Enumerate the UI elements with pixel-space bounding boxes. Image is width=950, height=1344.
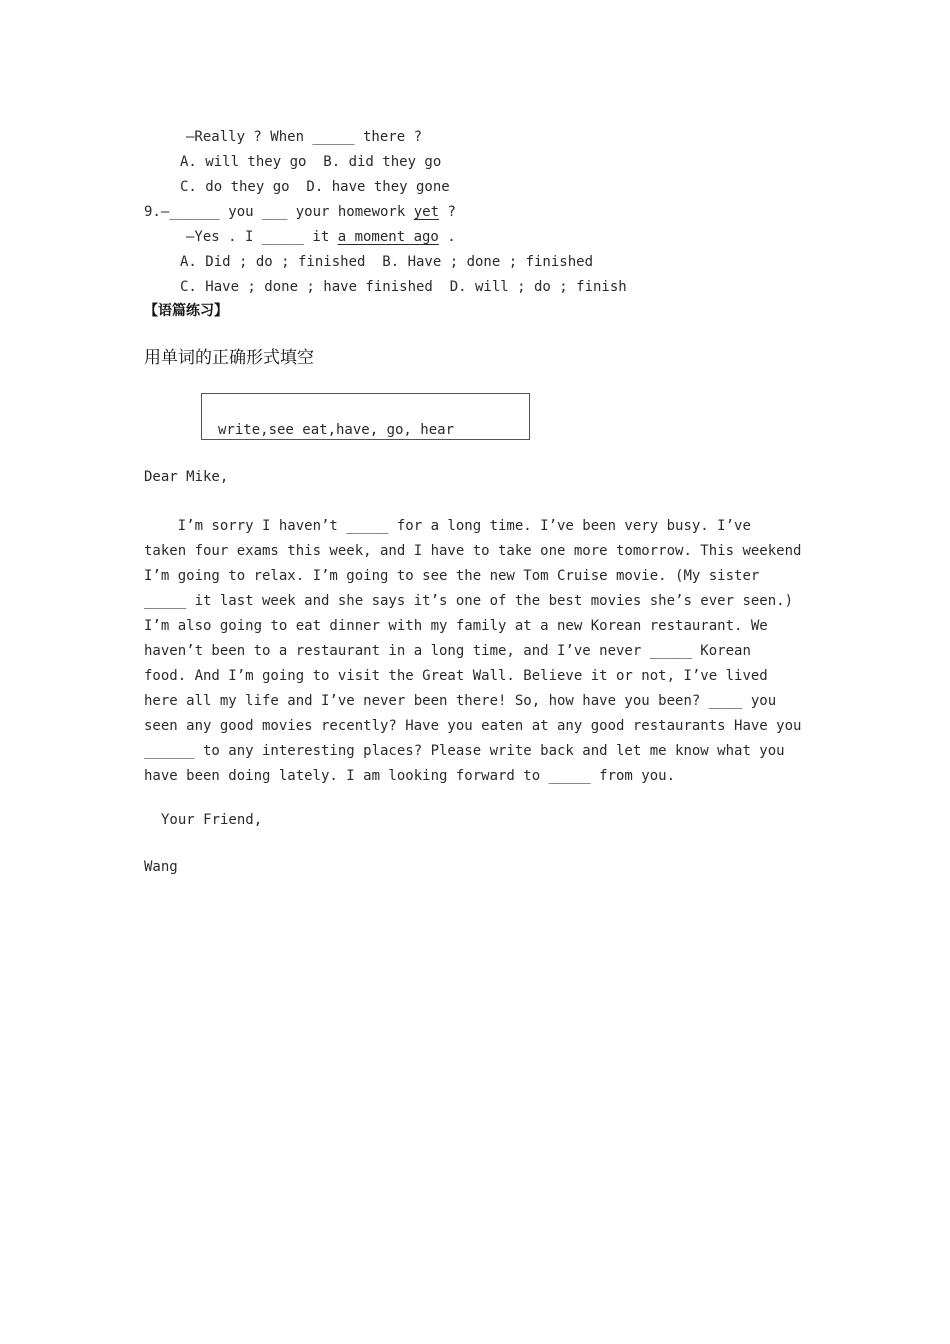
letter-line: have been doing lately. I am looking forward to _____ from you. [144, 768, 676, 784]
q8-reply: —Really ? When _____ there ? [186, 129, 423, 145]
letter-line: _____ it last week and she says it’s one of the best movies she’s ever seen.) [144, 593, 794, 609]
letter-line: food. And I’m going to visit the Great Wall. Believe it or not, I’ve lived [144, 668, 768, 684]
q9-options-ab: A. Did ; do ; finished B. Have ; done ; finished [180, 254, 594, 270]
q8-options-ab: A. will they go B. did they go [180, 154, 442, 170]
letter-line: here all my life and I’ve never been there! So, how have you been? ____ you [144, 693, 777, 709]
letter-line: seen any good movies recently? Have you eaten at any good restaurants Have you [144, 718, 802, 734]
q9-prompt-end: ? [439, 204, 456, 220]
q9-prompt-text: 9.—______ you ___ your homework [144, 204, 414, 220]
q8-options-cd: C. do they go D. have they gone [180, 179, 450, 195]
letter-salutation: Dear Mike, [144, 469, 229, 485]
letter-line: I’m going to relax. I’m going to see the new Tom Cruise movie. (My sister [144, 568, 760, 584]
letter-closing: Your Friend, [161, 812, 263, 828]
word-bank: write,see eat,have, go, hear [218, 422, 455, 438]
letter-line: I’m sorry I haven’t _____ for a long time. I’ve been very busy. I’ve [144, 518, 751, 534]
q9-prompt-underlined: yet [413, 204, 440, 220]
letter-line: taken four exams this week, and I have to take one more tomorrow. This weekend [144, 543, 802, 559]
section-instruction: 用单词的正确形式填空 [144, 348, 314, 368]
word-bank-box [201, 393, 530, 440]
letter-line: haven’t been to a restaurant in a long time, and I’ve never _____ Korean [144, 643, 751, 659]
section-heading: 【语篇练习】 [144, 303, 228, 319]
q9-options-cd: C. Have ; done ; have finished D. will ; do ; finish [180, 279, 627, 295]
letter-line: I’m also going to eat dinner with my family at a new Korean restaurant. We [144, 618, 768, 634]
q9-reply-underlined: a moment ago [337, 229, 439, 245]
q9-prompt [144, 202, 456, 222]
q9-reply-text: —Yes . I _____ it [186, 229, 338, 245]
letter-body [144, 514, 814, 789]
letter-signature: Wang [144, 859, 178, 875]
q9-reply [186, 227, 456, 247]
letter-line: ______ to any interesting places? Please write back and let me know what you [144, 743, 785, 759]
q9-reply-end: . [438, 229, 456, 245]
